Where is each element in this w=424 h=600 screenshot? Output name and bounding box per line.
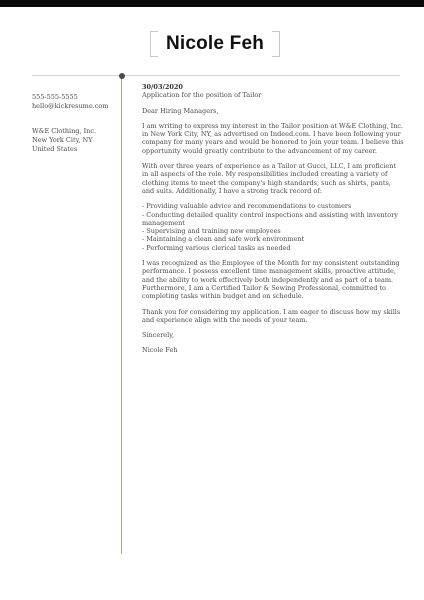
timeline-dot [119,73,125,79]
list-item: - Providing valuable advice and recommendations to customers [142,202,352,211]
header-rule [32,75,400,76]
name-frame [150,31,280,57]
achievement-list [142,202,404,252]
letter-body [142,83,404,355]
recipient-company: W&E Clothing, Inc. [32,127,97,135]
salutation: Dear Hiring Managers, [142,106,219,115]
recipient-city: New York City, NY [32,136,93,144]
letter-date: 30/03/2020 [142,83,183,91]
top-bar [0,0,424,7]
sidebar [32,93,116,154]
letter-subject: Application for the position of Tailor [142,91,262,100]
paragraph-recognition: I was recognized as the Employee of the Month for my consistent outstanding performance. I possess excellent time management skills, proactive attitude, and the ability to work effectively both independently and as part of a team. Furthermore, I am a Certified Tailor & Sewing Professional, committed to completing tasks within budget and on schedule. [142,259,400,301]
timeline-line [121,76,122,554]
list-item: - Maintaining a clean and safe work environment [142,235,305,244]
applicant-name: Nicole Feh [165,33,265,54]
closing: Sincerely, [142,331,175,340]
paragraph-intro: I am writing to express my interest in the Tailor position at W&E Clothing, Inc. in New York City, NY, as advertised on Indeed.com. I have been following your company for many years and would be honored to join your team. I believe this opportunity would greatly contribute to the advancement of my career. [142,121,404,155]
list-item: - Conducting detailed quality control inspections and assisting with inventory management [142,210,398,227]
signature: Nicole Feh [142,346,178,355]
recipient-country: United States [32,145,78,153]
list-item: - Supervising and training new employees [142,227,281,236]
phone-number: 555-555-5555 [32,93,78,101]
email-address: hello@kickresume.com [32,102,109,110]
list-item: - Performing various clerical tasks as needed [142,243,291,252]
paragraph-thanks: Thank you for considering my application. I am eager to discuss how my skills and experience align with the needs of your team. [142,307,401,324]
paragraph-experience: With over three years of experience as a Tailor at Gucci, LLC, I am proficient in all aspects of the role. My responsibilities included creating a variety of clothing items to meet the company's high standards, such as shirts, pants, and suits. Additionally, I have a strong track record of: [142,162,397,195]
